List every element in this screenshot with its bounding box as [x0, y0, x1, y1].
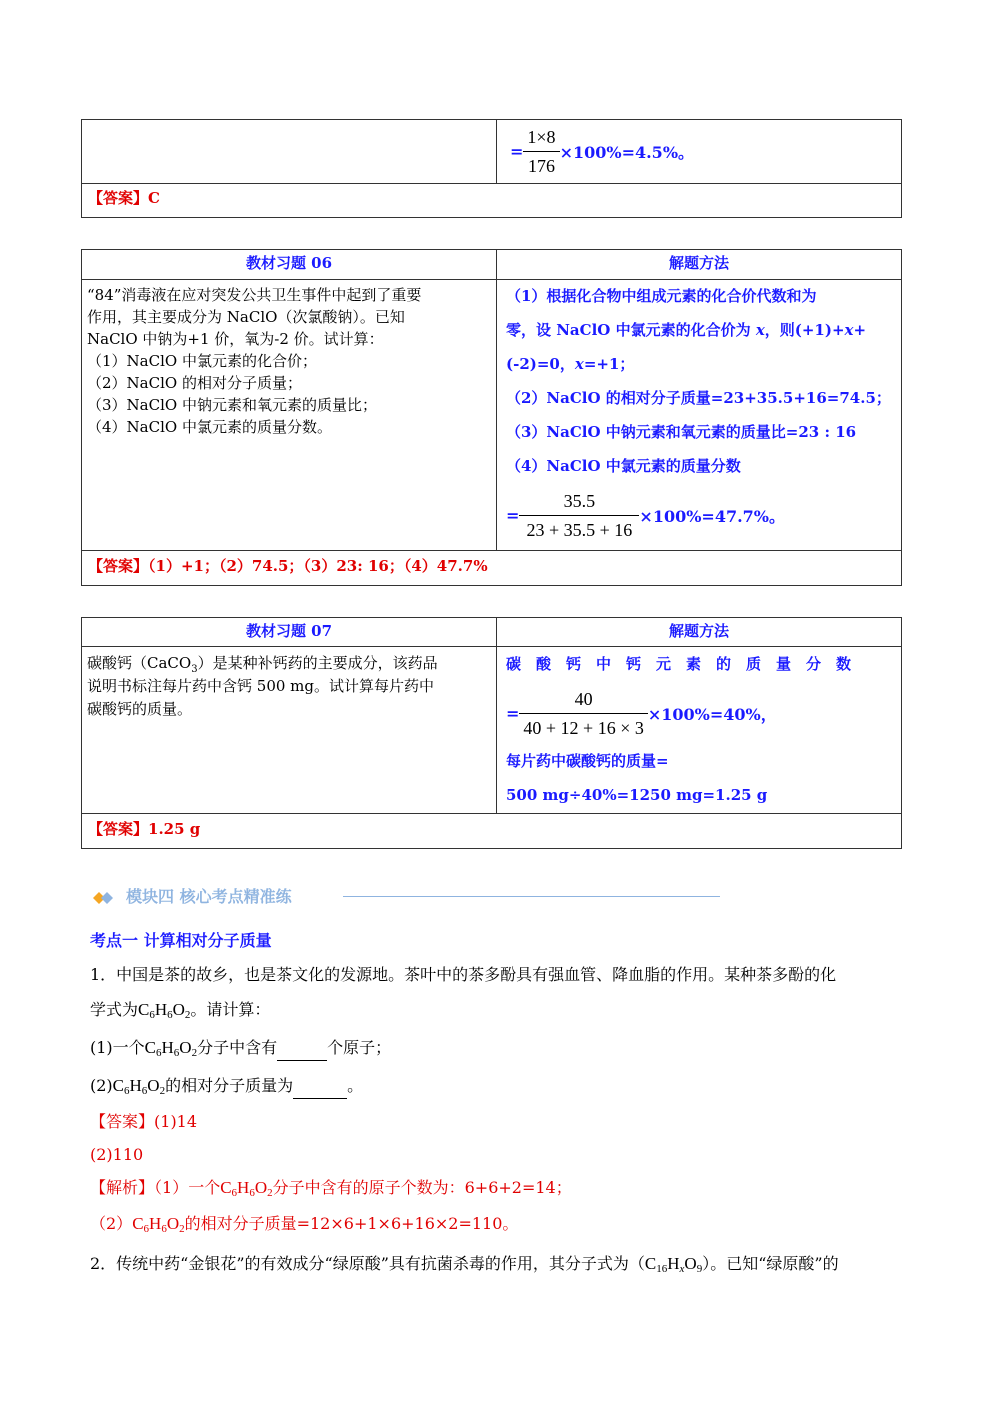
table-2	[81, 249, 902, 586]
fraction-numerator: 40	[574, 688, 593, 709]
table-3-answer-divider	[82, 813, 901, 814]
fraction-numerator: 35.5	[563, 490, 596, 511]
table-2-question-line-3: NaClO 中钠为+1 价，氧为-2 价。试计算：	[87, 330, 384, 348]
fraction-numerator: 1×8	[527, 126, 556, 147]
table-2-header-right: 解题方法	[668, 254, 729, 272]
table-3-question-line-3: 碳酸钙的质量。	[87, 700, 193, 718]
fraction	[523, 126, 559, 177]
table-2-header-left: 教材习题 06	[245, 254, 333, 272]
answer-label: 【答案】	[88, 189, 149, 207]
table-3-header-left: 教材习题 07	[245, 622, 333, 640]
table-1-answer	[88, 186, 160, 210]
module-title-rule	[343, 896, 720, 897]
molecular-formula: $C_{16}H_xO_9$	[644, 1254, 703, 1275]
q2-line-1: 2．传统中药“金银花”的有效成分“绿原酸”具有抗菌杀毒的作用，其分子式为$(C_{16}H_xO_9)$。已知“绿原酸”的	[90, 1254, 839, 1275]
table-2-solution-line-5: （3）NaClO 中钠元素和氧元素的质量比=23 : 16	[506, 423, 857, 441]
table-3-answer	[88, 817, 200, 841]
table-2-solution-line-2: 零，设 NaClO 中氯元素的化合价为 x，则(+1)+x+	[506, 321, 867, 339]
answer-value: 1.25 g	[148, 820, 201, 838]
answer-label: 【答案】	[88, 557, 149, 575]
table-2-header-divider	[82, 279, 901, 280]
answer-label: 【答案】	[90, 1112, 155, 1131]
answer-value: （1）+1；（2）74.5；（3）23: 16；（4）47.7%	[148, 557, 488, 575]
module-heading	[90, 884, 730, 910]
variable-x: x	[574, 355, 584, 373]
molecular-formula: $C_6H_6O_2$	[220, 1178, 273, 1199]
formula-equals: =	[506, 703, 520, 723]
q1-line-1: 1．中国是茶的故乡，也是茶文化的发源地。茶叶中的茶多酚具有强血管、降血脂的作用。某种茶多酚的化	[90, 965, 837, 984]
table-1	[81, 119, 902, 218]
analysis-label: 【解析】	[90, 1178, 155, 1197]
table-2-answer	[88, 554, 488, 578]
answer-blank	[277, 1036, 327, 1061]
fraction	[519, 688, 647, 739]
table-2-solution-line-4: （2）NaClO 的相对分子质量=23+35.5+16=74.5；	[506, 389, 891, 407]
table-2-question-line-1: “84”消毒液在应对突发公共卫生事件中起到了重要	[87, 286, 422, 304]
molecular-formula: $C_6H_6O_2$	[138, 1000, 191, 1021]
fraction-denominator: 176	[523, 151, 559, 177]
table-2-question-line-7: （4）NaClO 中氯元素的质量分数。	[87, 418, 332, 436]
table-2-solution-line-1: （1）根据化合物中组成元素的化合价代数和为	[506, 287, 817, 305]
formula-tail: ×100%=47.7%。	[639, 506, 785, 526]
molecular-formula: $C_6H_6O_2$	[144, 1038, 198, 1059]
table-3-solution-line-4: 500 mg÷40%=1250 mg=1.25 g	[506, 786, 768, 804]
formula-equals: =	[506, 505, 520, 525]
formula-equals: =	[510, 141, 524, 161]
q1-analysis-2: $(2)C_6H_6O_2$的相对分子质量=12×6+1×6+16×2=110。	[90, 1214, 519, 1235]
module-title: 模块四 核心考点精准练	[126, 887, 292, 906]
table-2-question-line-4: （1）NaClO 中氯元素的化合价；	[87, 352, 317, 370]
variable-x: x	[844, 321, 854, 339]
double-diamond-icon	[92, 890, 120, 904]
table-3-question-line-2: 说明书标注每片药中含钙 500 mg。试计算每片药中	[87, 677, 434, 695]
fraction-denominator: 23 + 35.5 + 16	[519, 515, 639, 541]
table-2-question-line-6: （3）NaClO 中钠元素和氧元素的质量比；	[87, 396, 377, 414]
table-1-row-divider	[82, 183, 901, 184]
table-3	[81, 617, 902, 849]
molecular-formula: $C_6H_6O_2$	[112, 1076, 166, 1097]
table-3-column-divider	[496, 618, 497, 813]
molecular-formula: $C_6H_6O_2$	[132, 1214, 185, 1235]
answer-blank	[293, 1074, 347, 1099]
formula-tail: ×100%=40%，	[647, 704, 777, 724]
q1-part-1: (1)一个$C_6H_6O_2$分子中含有 个原子；	[90, 1038, 392, 1059]
table-2-solution-line-3: (-2)=0，x=+1；	[506, 355, 635, 373]
table-2-solution-line-6: （4）NaClO 中氯元素的质量分数	[506, 457, 741, 475]
q1-answer-2: (2)110	[90, 1145, 144, 1164]
answer-value: (1)14	[154, 1112, 198, 1131]
formula-tail: ×100%=4.5%。	[559, 142, 695, 162]
table-3-solution-line-1: 碳酸钙中钙元素的质量分数	[506, 655, 867, 673]
q1-line-2: 学式为$C_6H_6O_2$。请计算：	[90, 1000, 271, 1021]
table-2-question-line-2: 作用，其主要成分为 NaClO（次氯酸钠）。已知	[87, 308, 405, 326]
table-2-question-line-5: （2）NaClO 的相对分子质量；	[87, 374, 302, 392]
table-3-solution-line-3: 每片药中碳酸钙的质量=	[506, 752, 669, 770]
fraction-denominator: 40 + 12 + 16 × 3	[519, 713, 647, 739]
q1-answer-1	[90, 1110, 197, 1134]
table-2-answer-divider	[82, 550, 901, 551]
table-3-formula	[506, 684, 777, 742]
answer-label: 【答案】	[88, 820, 149, 838]
table-1-column-divider	[496, 120, 497, 183]
answer-value: C	[148, 189, 160, 207]
section-heading: 考点一 计算相对分子质量	[90, 931, 272, 950]
q1-analysis-1: 【解析】（1）一个$C_6H_6O_2$分子中含有的原子个数为：6+6+2=14；	[90, 1178, 572, 1199]
table-2-column-divider	[496, 250, 497, 550]
q1-part-2: $(2)C_6H_6O_2$的相对分子质量为 。	[90, 1076, 364, 1097]
table-3-header-right: 解题方法	[668, 622, 729, 640]
table-3-header-divider	[82, 646, 901, 647]
table-2-formula	[506, 486, 785, 544]
variable-x: x	[755, 321, 765, 339]
table-1-formula	[510, 121, 694, 181]
fraction	[519, 490, 639, 541]
table-3-question-line-1: 碳酸钙（CaCO$_3$）是某种补钙药的主要成分，该药品	[87, 654, 438, 675]
